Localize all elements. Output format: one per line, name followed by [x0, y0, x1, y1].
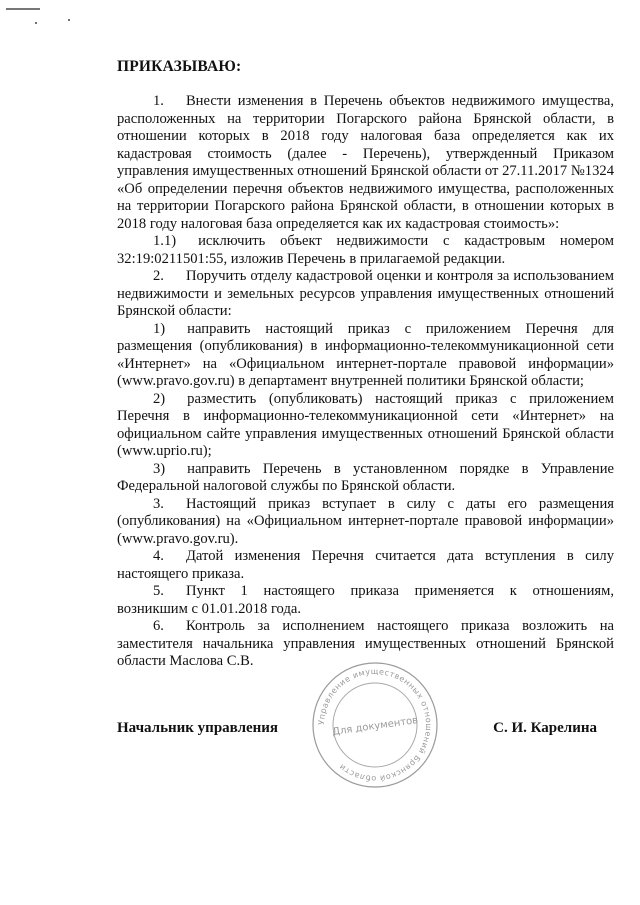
paragraph-1	[117, 93, 614, 233]
official-stamp	[310, 660, 440, 790]
signer-position: Начальник управления	[117, 720, 279, 736]
paragraph-number: 1.1)	[153, 233, 177, 249]
stamp-ring-text: Управление имущественных отношений Брянской области	[316, 666, 434, 784]
paragraph-number: 1.	[153, 93, 164, 109]
paragraph-number: 2.	[153, 268, 164, 284]
paragraph-2	[117, 268, 614, 321]
paragraph-number: 6.	[153, 618, 164, 634]
paragraph-2-2	[117, 391, 614, 461]
scan-mark	[6, 8, 40, 10]
scan-dot	[68, 19, 70, 21]
paragraph-number: 2)	[153, 390, 166, 407]
paragraph-text: Пункт 1 настоящего приказа применяется к отношениям, возникшим с 01.01.2018 года.	[117, 583, 614, 617]
paragraph-1-1	[117, 233, 614, 268]
paragraph-number: 1)	[153, 320, 166, 337]
paragraph-2-3	[117, 461, 614, 496]
paragraph-text: Поручить отделу кадастровой оценки и контроля за использованием недвижимости и земельных ресурсов управления имущественных отношений Брянской области:	[117, 268, 614, 319]
paragraph-number: 5.	[153, 583, 164, 599]
paragraph-2-1	[117, 321, 614, 391]
scan-dot	[35, 22, 37, 24]
paragraph-number: 3.	[153, 495, 164, 512]
paragraph-text: исключить объект недвижимости с кадастровым номером 32:19:0211501:55, изложив Перечень в прилагаемой редакции.	[117, 233, 614, 267]
paragraph-number: 3)	[153, 460, 166, 477]
paragraph-text: направить настоящий приказ с приложением Перечня для размещения (опубликования) в информационно-телекоммуникационной сети «Интернет» на «Официальном интернет-портале правовой информации» (www.pravo.gov.ru) в департамент внутренней политики Брянской области;	[117, 320, 614, 389]
paragraph-4	[117, 548, 614, 583]
paragraph-text: направить Перечень в установленном порядке в Управление Федеральной налоговой службы по Брянской области.	[117, 460, 614, 494]
paragraph-number: 4.	[153, 548, 164, 564]
order-heading: ПРИКАЗЫВАЮ:	[117, 58, 242, 75]
paragraph-text: Датой изменения Перечня считается дата вступления в силу настоящего приказа.	[117, 548, 614, 582]
signer-name: С. И. Карелина	[493, 720, 597, 736]
paragraph-text: Контроль за исполнением настоящего приказа возложить на заместителя начальника управления имущественных отношений Брянской области Маслова С.В.	[117, 618, 614, 669]
paragraph-text: Настоящий приказ вступает в силу с даты его размещения (опубликования) на «Официальном интернет-портале правовой информации» (www.pravo.gov.ru).	[117, 495, 614, 547]
paragraph-text: Внести изменения в Перечень объектов недвижимого имущества, расположенных на территории Погарского района Брянской области, в отношении которых в 2018 году налоговая база определяется как их кадастровая стоимость (далее - Перечень), утвержденный Приказом управления имущественных отношений Брянской области от 27.11.2017 №1324 «Об определении перечня объектов недвижимого имущества, расположенных на территории Погарского района Брянской области, в отношении которых в 2018 году налоговая база определяется как их кадастровая стоимость»:	[117, 93, 614, 232]
paragraph-5	[117, 583, 614, 618]
paragraph-3	[117, 496, 614, 549]
paragraph-text: разместить (опубликовать) настоящий приказ с приложением Перечня в информационно-телекоммуникационной сети «Интернет» на официальном сайте управления имущественных отношений Брянской области (www.uprio.ru);	[117, 390, 614, 459]
stamp-inner-text: Для документов	[331, 715, 419, 738]
order-body	[117, 93, 614, 671]
